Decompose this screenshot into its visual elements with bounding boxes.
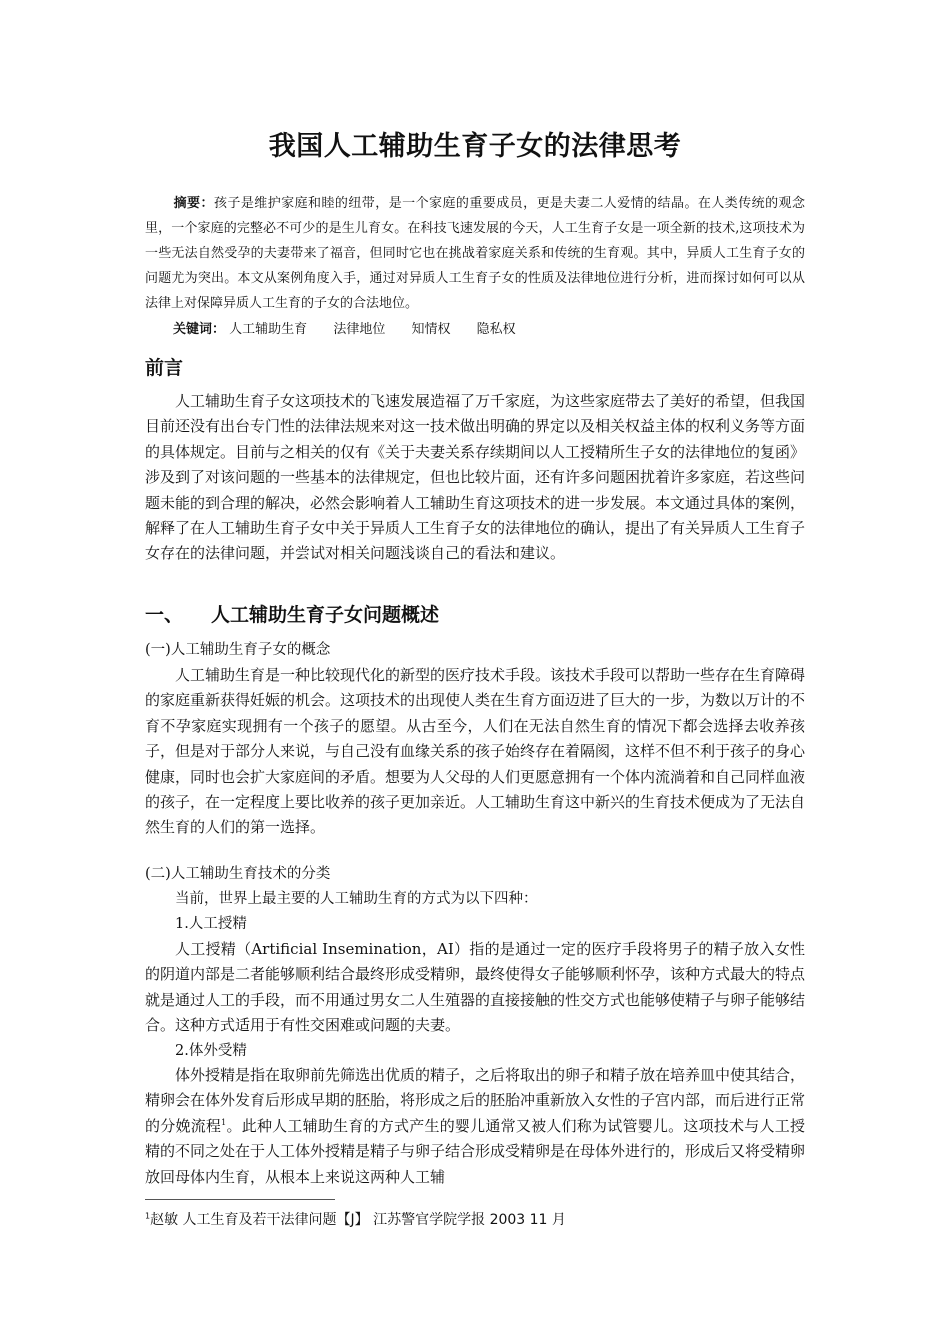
keywords: [173, 317, 538, 342]
keyword: 法律地位: [333, 322, 386, 337]
abstract: [145, 191, 805, 316]
keywords-label: 关键词：: [173, 322, 226, 337]
classification-intro: 当前，世界上最主要的人工辅助生育的方式为以下四种：: [175, 891, 538, 907]
section-title: 人工辅助生育子女问题概述: [211, 604, 440, 626]
keyword: 隐私权: [476, 322, 516, 337]
keyword: 知情权: [411, 322, 451, 337]
method-paragraph-2-text-a: 体外授精是指在取卵前先筛选出优质的精子，之后将取出的卵子和精子放在培养皿中使其结合，精卵会在体外发育后形成早期的胚胎，将形成之后的胚胎冲重新放入女性的子宫内部，而后进行正常的分娩流程: [145, 1066, 806, 1135]
method-paragraph-2-text-b: 。此种人工辅助生育的方式产生的婴儿通常又被人们称为试管婴儿。这项技术与人工授精的不同之处在于人工体外授精是精子与卵子结合形成受精卵是在母体外进行的，形成后又将受精卵放回母体内生育，从根本上来说这两种人工辅: [145, 1116, 806, 1186]
paper-title: 我国人工辅助生育子女的法律思考: [268, 131, 682, 162]
abstract-text: 孩子是维护家庭和睦的纽带，是一个家庭的重要成员，更是夫妻二人爱情的结晶。在人类传统的观念里，一个家庭的完整必不可少的是生儿育女。在科技飞速发展的今天，人工生育子女是一项全新的技术,这项技术为一些无法自然受孕的夫妻带来了福音，但同时它也在挑战着家庭关系和传统的生育观。其中，异质人工生育子女的问题尤为突出。本文从案例角度入手，通过对异质人工生育子女的性质及法律地位进行分析，进而探讨如何可以从法律上对保障异质人工生育的子女的合法地位。: [145, 196, 805, 311]
method-heading-1: 1.人工授精: [175, 916, 247, 932]
method-paragraph-2: [145, 1063, 805, 1190]
subsection-heading-1: (一)人工辅助生育子女的概念: [145, 642, 331, 658]
footnote-mark: 1: [145, 1211, 151, 1221]
footnote-reference[interactable]: 1: [221, 1117, 227, 1127]
abstract-label: 摘要：: [173, 196, 214, 211]
method-paragraph-1: 人工授精（Artificial Insemination，AI）指的是通过一定的医疗手段将男子的精子放入女性的阴道内部是二者能够顺利结合最终形成受精卵，最终使得女子能够顺利怀孕，该种方式最大的特点就是通过人工的手段，而不用通过男女二人生殖器的直接接触的性交方式也能够使精子与卵子能够结合。这种方式适用于有性交困难或问题的夫妻。: [145, 940, 806, 1035]
footnote-divider: [145, 1199, 335, 1200]
footnote-text: 赵敏 人工生育及若干法律问题【J】 江苏警官学院学报 2003 11 月: [150, 1212, 566, 1228]
concept-paragraph: 人工辅助生育是一种比较现代化的新型的医疗技术手段。该技术手段可以帮助一些存在生育障碍的家庭重新获得妊娠的机会。这项技术的出现使人类在生育方面迈进了巨大的一步，为数以万计的不育不孕家庭实现拥有一个孩子的愿望。从古至今，人们在无法自然生育的情况下都会选择去收养孩子，但是对于部分人来说，与自己没有血缘关系的孩子始终存在着隔阂，这样不但不利于孩子的身心健康，同时也会扩大家庭间的矛盾。想要为人父母的人们更愿意拥有一个体内流淌着和自己同样血液的孩子，在一定程度上要比收养的孩子更加亲近。人工辅助生育这中新兴的生育技术便成为了无法自然生育的人们的第一选择。: [145, 666, 806, 837]
footnote: [145, 1209, 566, 1231]
method-heading-2: 2.体外受精: [175, 1043, 247, 1059]
preface-heading: 前言: [145, 357, 184, 379]
subsection-heading-2: (二)人工辅助生育技术的分类: [145, 866, 331, 882]
section-number: 一、: [145, 604, 184, 626]
preface-paragraph: 人工辅助生育子女这项技术的飞速发展造福了万千家庭，为这些家庭带去了美好的希望，但我国目前还没有出台专门性的法律法规来对这一技术做出明确的界定以及相关权益主体的权利义务等方面的具体规定。目前与之相关的仅有《关于夫妻关系存续期间以人工授精所生子女的法律地位的复函》涉及到了对该问题的一些基本的法律规定，但也比较片面，还有许多问题困扰着许多家庭，若这些问题未能的到合理的解决，必然会影响着人工辅助生育这项技术的进一步发展。本文通过具体的案例，解释了在人工辅助生育子女中关于异质人工生育子女的法律地位的确认，提出了有关异质人工生育子女存在的法律问题，并尝试对相关问题浅谈自己的看法和建议。: [145, 392, 806, 563]
keyword: 人工辅助生育: [229, 322, 308, 337]
section-heading: [145, 600, 439, 627]
